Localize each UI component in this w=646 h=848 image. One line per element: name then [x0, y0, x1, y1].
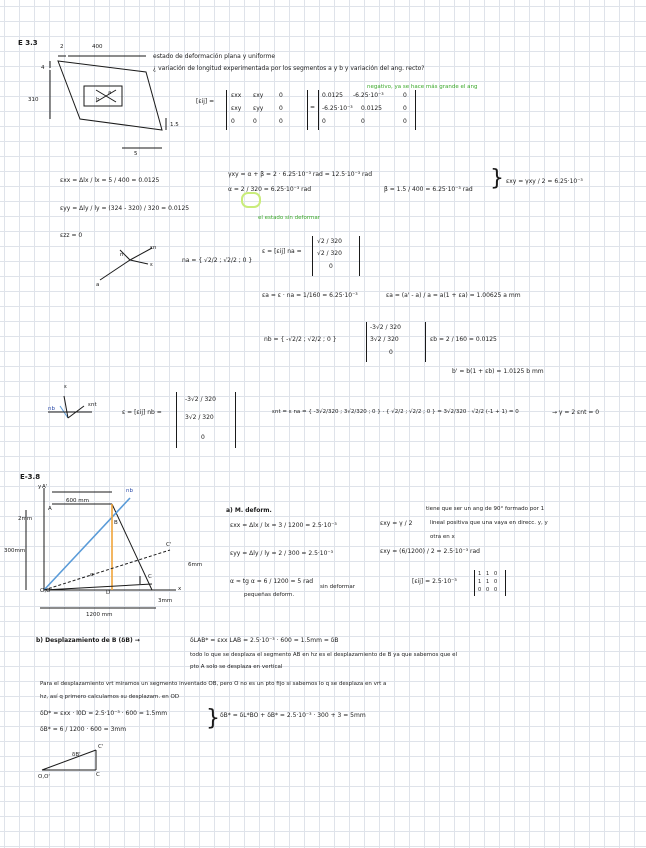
label-e2: ε [64, 384, 67, 390]
vector-cell: 0 [389, 349, 393, 356]
small-fig-label: δB' [72, 752, 81, 758]
e33-ent: εnt = ε na = { -3√2/320 ; 3√2/320 ; 0 } · { √2/2 ; √2/2 ; 0 } = 3√2/320 · √2/2 (-1 + 1) = 0 [272, 409, 519, 415]
matrix-cell: 0 [253, 118, 257, 125]
label-en: εn [150, 245, 157, 251]
e38-b-title: b) Desplazamiento de B (δB) → [36, 637, 140, 644]
pt-C: C [148, 574, 152, 580]
e38-exx: εxx = Δlx / lx = 3 / 1200 = 2.5·10⁻³ [230, 522, 337, 529]
e33-dim-left-label: 310 [28, 97, 39, 103]
vector-e [130, 260, 148, 264]
matrix-cell: 0 [478, 587, 482, 593]
e38-b-calc1: δD* = εxx · l0D = 2.5·10⁻³ · 600 = 1.5mm [40, 710, 168, 717]
e33-highlight-320 [243, 194, 259, 206]
e38-eps-matrix [474, 570, 506, 596]
e38-b-line3: pto A solo se desplaza en vertical [190, 664, 283, 670]
e38-b-line2: todo lo que se desplaza el segmento AB en hz es el desplazamiento de B ya que sabemos que el [190, 652, 458, 658]
small-fig-o: O,O' [38, 774, 50, 780]
e38-brace: } [206, 706, 220, 731]
matrix-cell: 1 [478, 579, 482, 585]
dim-left-label: 300mm [4, 548, 26, 554]
e33-note-negative: negativo, ya se hace más grande el ang [367, 84, 478, 90]
e33-title-2: ¿ variación de longitud experimentada por los segmentos a y b y variación del ang. recto? [153, 65, 425, 72]
hyp-line [42, 750, 96, 770]
matrix-cell: 1 [478, 571, 482, 577]
e38-alpha-note: pequeñas deform. [244, 592, 295, 598]
matrix-cell: εxy [231, 105, 242, 112]
e33-exx: εxx = Δlx / lx = 5 / 400 = 0.0125 [60, 177, 160, 184]
e33-ea: εa = ε · na = 1/160 = 6.25·10⁻³ [262, 292, 358, 299]
dim-bottom-label: 1200 mm [86, 612, 113, 618]
dim-right-label: 6mm [188, 562, 203, 568]
small-fig-c: C [96, 772, 100, 778]
matrix-cell: 0 [361, 118, 365, 125]
small-fig-cp: C' [98, 744, 104, 750]
vector-cell: √2 / 320 [317, 250, 342, 257]
pt-B: B [114, 520, 118, 526]
e33-ent-result: → γ = 2 εnt = 0 [552, 409, 600, 416]
vector-cell: 0 [201, 434, 205, 441]
vector-cell: -3√2 / 320 [185, 396, 216, 403]
e33-gxy: γxy = α + β = 2 · 6.25·10⁻³ rad = 12.5·10⁻³ rad [228, 171, 373, 178]
segment-BC [112, 504, 152, 590]
e38-b-para2: hz, así q primero calculamos su desplazam. en OD [40, 694, 180, 700]
matrix-cell: 0 [486, 587, 490, 593]
matrix-cell: εyy [253, 105, 264, 112]
label-a: a [96, 282, 100, 288]
matrix-cell: 0 [322, 118, 326, 125]
e33-inner-square [84, 86, 122, 106]
pt-D: D [106, 590, 111, 596]
axis-y-label: y [38, 484, 42, 490]
e33-inner-b-label: b [96, 97, 100, 103]
e38-b-para1: Para el desplazamiento vrt miramos un segmento inventado OB, pero O no es un pto fijo si sabemos lo q se desplaza en vrt a [40, 681, 387, 687]
e33-beta: β = 1.5 / 400 = 6.25·10⁻³ rad [384, 186, 473, 193]
angle-alpha: α [90, 572, 94, 578]
matrix-cell: 1 [486, 571, 490, 577]
vector-cell: 3√2 / 320 [370, 336, 399, 343]
e33-matrix-numeric [318, 90, 416, 130]
label-n: n [120, 252, 124, 258]
e33-ezz: εzz = 0 [60, 232, 83, 239]
label-nb: nb [48, 406, 55, 412]
matrix-cell: 0 [494, 579, 498, 585]
e33-inner-a-label: a [108, 90, 112, 96]
matrix-cell: 0 [403, 92, 407, 99]
e38-eyy: εyy = Δly / ly = 2 / 300 = 2.5·10⁻³ [230, 550, 334, 557]
matrix-cell: 1 [486, 579, 490, 585]
matrix-cell: -6.25·10⁻³ [322, 105, 353, 112]
e33-alpha: α = 2 / 320 = 6.25·10⁻³ rad [228, 186, 312, 193]
e33-dim-right-label: 1.5 [170, 122, 179, 128]
e38-alpha: α ≈ tg α = 6 / 1200 = 5 rad [230, 578, 314, 585]
exercise-label-e38: E-3.8 [20, 473, 41, 481]
e38-a-title: a) M. deform. [226, 507, 272, 514]
e33-matrix-symbolic [226, 90, 308, 130]
e38-exy: εxy = γ / 2 [380, 520, 413, 527]
dim-bottom-small-label: 3mm [158, 598, 173, 604]
pt-A-prime: A' [42, 484, 48, 490]
e33-dim-bottom-label: 5 [134, 151, 138, 157]
e33-b-prime: b' = b(1 + εb) = 1.0125 b mm [452, 368, 544, 375]
e33-eb-result: εb = 2 / 160 = 0.0125 [430, 336, 497, 343]
e33-title-1: estado de deformación plana y uniforme [153, 53, 276, 60]
matrix-cell: 0 [279, 105, 283, 112]
e33-vector-sketch [90, 240, 170, 290]
matrix-cell: 0 [279, 118, 283, 125]
e33-equals: = [310, 104, 316, 111]
e33-dim-top-small-label: 2 [60, 44, 64, 50]
e33-dim-left-small-label: 4 [41, 65, 45, 71]
e38-b-line1: δLAB* = εxx LAB = 2.5·10⁻³ · 600 = 1.5mm = δB [190, 637, 339, 644]
dim-left-small-label: 2mm [18, 516, 33, 522]
e38-b-calc3: δB* = δL*BO + δB* = 2.5·10⁻³ · 300 + 3 = 5mm [220, 712, 366, 719]
e38-exy-note3: otra en x [430, 534, 455, 540]
vector-cell: 3√2 / 320 [185, 414, 214, 421]
matrix-cell: 0.0125 [322, 92, 343, 99]
matrix-cell: 0 [403, 105, 407, 112]
vector-cell: 0 [329, 263, 333, 270]
pt-A: A [48, 506, 52, 512]
e33-nb: nb = { -√2/2 ; √2/2 ; 0 } [264, 336, 337, 343]
label-e: ε [150, 262, 153, 268]
e33-na: na = { √2/2 ; √2/2 ; 0 } [182, 257, 253, 264]
matrix-cell: -6.25·10⁻³ [353, 92, 384, 99]
e33-e-nb: ε = [εij] nb = [122, 409, 162, 416]
pt-C-prime: C' [166, 542, 172, 548]
matrix-cell: 0 [279, 92, 283, 99]
e33-e-vec: ε = [εij] na = [262, 248, 302, 255]
vector-en [130, 248, 152, 260]
e33-brace: } [490, 166, 504, 191]
e33-exy: εxy = γxy / 2 = 6.25·10⁻³ [506, 178, 583, 185]
e33-ea-result: εa = (a' - a) / a = a(1 + εa) = 1.00625 a mm [386, 292, 521, 299]
e33-e-vector [312, 236, 360, 276]
matrix-cell: 0 [231, 118, 235, 125]
matrix-cell: 0.0125 [361, 105, 382, 112]
matrix-cell: 0 [494, 587, 498, 593]
vector-a [100, 260, 130, 280]
dim-top-label: 600 mm [66, 498, 89, 504]
pt-O: O,O' [40, 588, 52, 594]
label-ent: εnt [88, 402, 97, 408]
matrix-cell: εxy [253, 92, 264, 99]
vector-cell: √2 / 320 [317, 238, 342, 245]
exercise-label-e33: E 3.3 [18, 39, 38, 47]
e33-vector-sketch-2 [48, 384, 118, 424]
e33-dim-top-label: 400 [92, 44, 103, 50]
matrix-cell: εxx [231, 92, 242, 99]
e38-eps-prefix: [εij] = 2.5·10⁻³ [412, 578, 457, 585]
e33-eyy: εyy = Δly / ly = (324 - 320) / 320 = 0.0125 [60, 205, 190, 212]
pt-nb: nb [126, 488, 133, 494]
e38-exy-val: εxy = (6/1200) / 2 = 2.5·10⁻³ rad [380, 548, 480, 555]
e33-eb-vector [366, 322, 426, 362]
e33-e-nb-vector [176, 392, 236, 448]
e38-alpha-note2: sin deformar [320, 584, 355, 590]
e38-exy-note2: lineal positiva que una vaya en direcc. y, y [430, 520, 548, 526]
matrix-cell: 0 [403, 118, 407, 125]
matrix-cell: 0 [494, 571, 498, 577]
e33-eps-label: [εij] = [196, 98, 215, 105]
e38-b-calc2: δB* = 6 / 1200 · 600 = 3mm [40, 726, 127, 733]
axis-x-label: x [178, 586, 182, 592]
e38-exy-note1: tiene que ser un ang de 90° formado por 1 [426, 506, 545, 512]
vector-cell: -3√2 / 320 [370, 324, 401, 331]
e33-note-undeformed: el estado sin deformar [258, 215, 320, 221]
